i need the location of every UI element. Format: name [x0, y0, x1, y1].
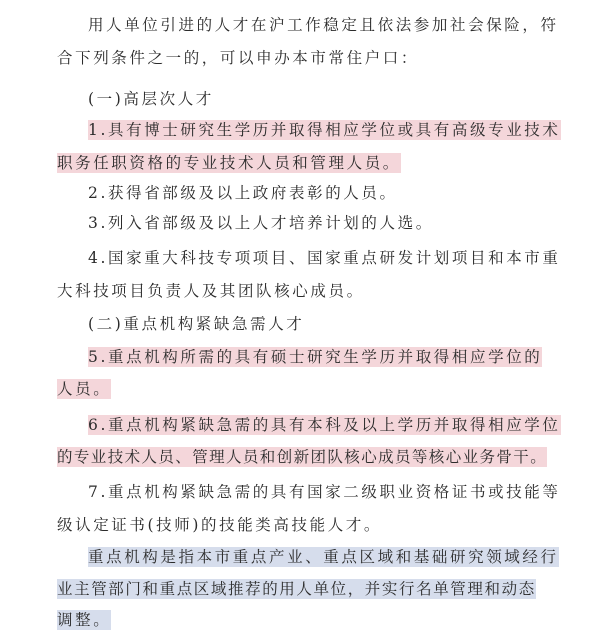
note-line-2: 业主管部门和重点区域推荐的用人单位，并实行名单管理和动态 [57, 580, 536, 598]
item-1-line-1: 1.具有博士研究生学历并取得相应学位或具有高级专业技术 [88, 121, 561, 139]
item-7-line-2: 级认定证书(技师)的技能类高技能人才。 [57, 516, 382, 534]
item-6-line-1: 6.重点机构紧缺急需的具有本科及以上学历并取得相应学位 [88, 416, 561, 434]
item-2: 2.获得省部级及以上政府表彰的人员。 [88, 184, 398, 202]
item-5-line-2: 人员。 [57, 380, 112, 398]
item-4-line-2: 大科技项目负责人及其团队核心成员。 [57, 282, 365, 300]
item-1-line-2: 职务任职资格的专业技术人员和管理人员。 [57, 154, 401, 172]
note-line-3: 调整。 [57, 611, 112, 629]
section-heading-high-level-talent: (一)高层次人才 [88, 90, 214, 108]
item-6-line-2: 的专业技术人员、管理人员和创新团队核心成员等核心业务骨干。 [57, 448, 548, 466]
intro-line-1: 用人单位引进的人才在沪工作稳定且依法参加社会保险，符 [88, 16, 559, 34]
section-heading-key-institution-talent: (二)重点机构紧缺急需人才 [88, 315, 305, 333]
note-line-1: 重点机构是指本市重点产业、重点区域和基础研究领域经行 [88, 548, 559, 566]
item-5-line-1: 5.重点机构所需的具有硕士研究生学历并取得相应学位的 [88, 348, 543, 366]
item-7-line-1: 7.重点机构紧缺急需的具有国家二级职业资格证书或技能等 [88, 483, 561, 501]
intro-line-2: 合下列条件之一的，可以申办本市常住户口： [57, 49, 420, 67]
item-4-line-1: 4.国家重大科技专项项目、国家重点研发计划项目和本市重 [88, 249, 561, 267]
item-3: 3.列入省部级及以上人才培养计划的人选。 [88, 214, 434, 232]
